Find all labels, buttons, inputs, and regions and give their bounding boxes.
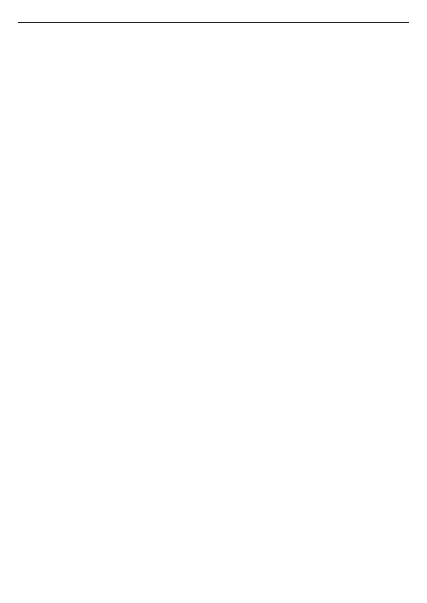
figure-1-charts xyxy=(18,392,410,552)
header-rule xyxy=(18,22,409,23)
figure-1 xyxy=(18,392,410,552)
page-header xyxy=(18,8,409,22)
